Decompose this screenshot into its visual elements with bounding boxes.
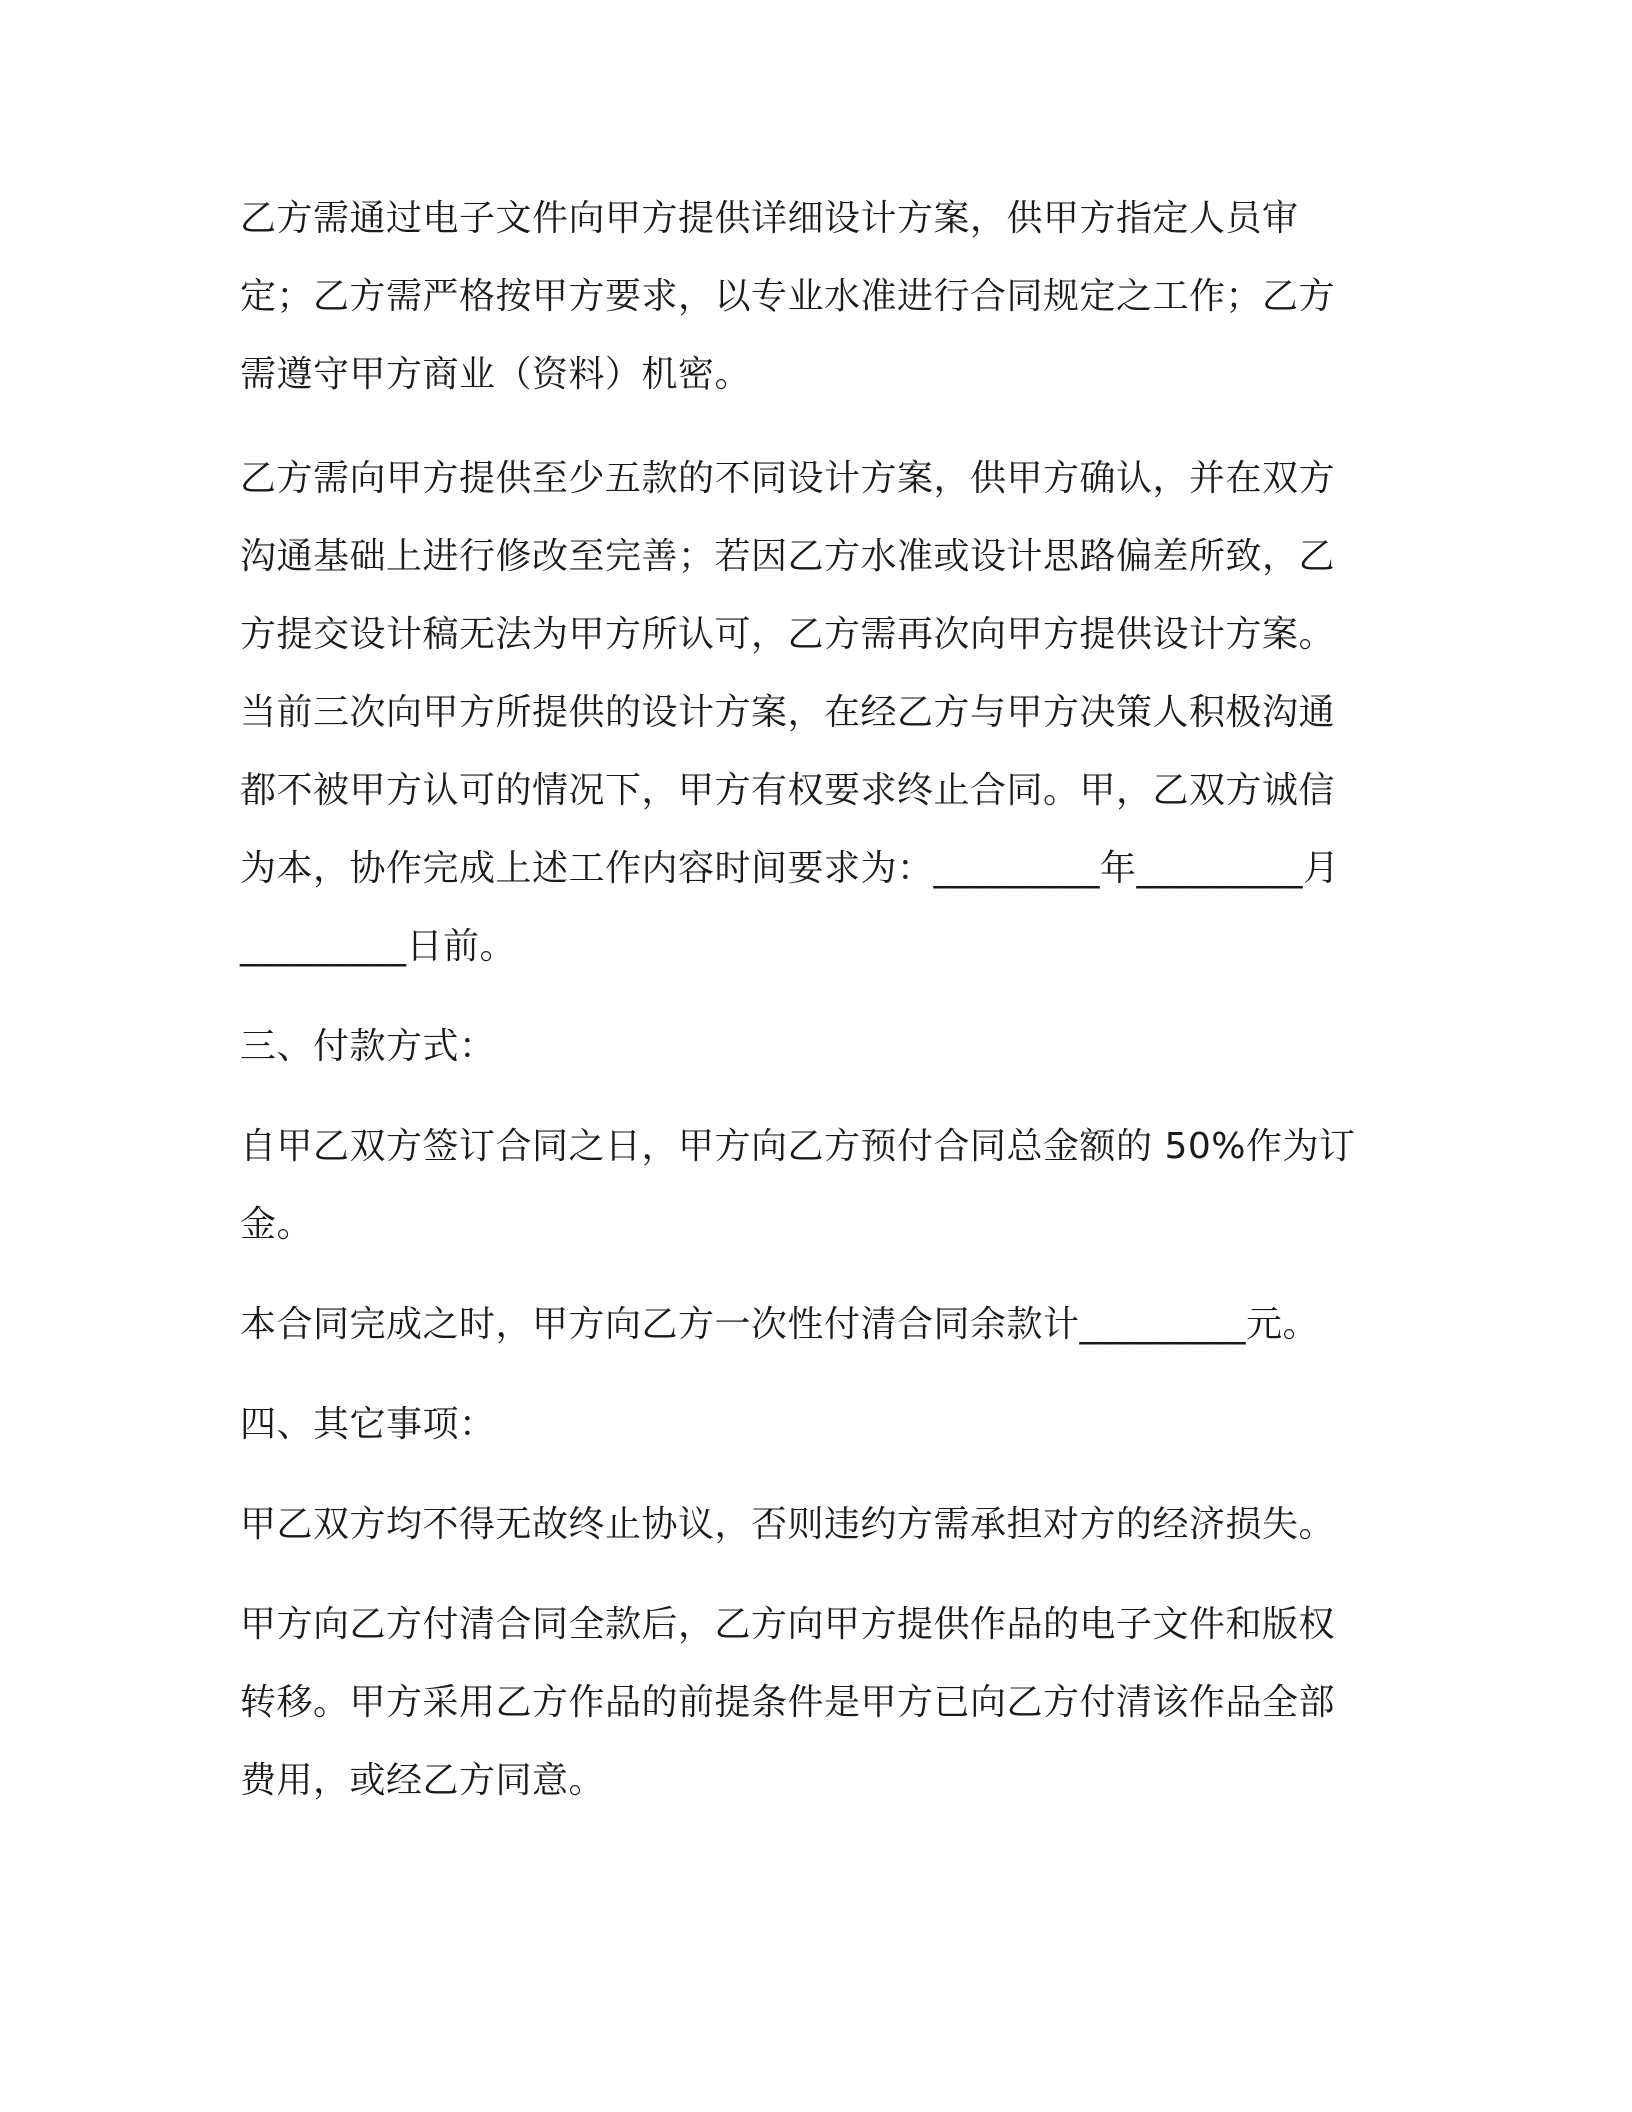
paragraph-copyright-transfer: 甲方向乙方付清合同全款后，乙方向甲方提供作品的电子文件和版权转移。甲方采用乙方作品的前提条件是甲方已向乙方付清该作品全部费用，或经乙方同意。 — [240, 1604, 1336, 1801]
paragraph-design-submission: 乙方需通过电子文件向甲方提供详细设计方案，供甲方指定人员审定；乙方需严格按甲方要求，以专业水准进行合同规定之工作；乙方需遵守甲方商业（资料）机密。 — [240, 198, 1336, 395]
section-heading-payment: 三、付款方式： — [240, 1026, 496, 1067]
paragraph-termination: 甲乙双方均不得无故终止协议，否则违约方需承担对方的经济损失。 — [240, 1504, 1336, 1545]
document-page — [240, 180, 1370, 1820]
paragraph-final-payment: 本合同完成之时，甲方向乙方一次性付清合同余款计_________元。 — [240, 1304, 1320, 1345]
section-heading-other-matters: 四、其它事项： — [240, 1404, 496, 1445]
paragraph-deposit: 自甲乙双方签订合同之日，甲方向乙方预付合同总金额的 50%作为订金。 — [240, 1126, 1356, 1245]
paragraph-design-revisions: 乙方需向甲方提供至少五款的不同设计方案，供甲方确认，并在双方沟通基础上进行修改至完善；若因乙方水准或设计思路偏差所致，乙方提交设计稿无法为甲方所认可，乙方需再次向甲方提供设计方案。当前三次向甲方所提供的设计方案，在经乙方与甲方决策人积极沟通都不被甲方认可的情况下，甲方有权要求终止合同。甲，乙双方诚信为本，协作完成上述工作内容时间要求为：_________年_________月_________日前。 — [240, 458, 1340, 967]
